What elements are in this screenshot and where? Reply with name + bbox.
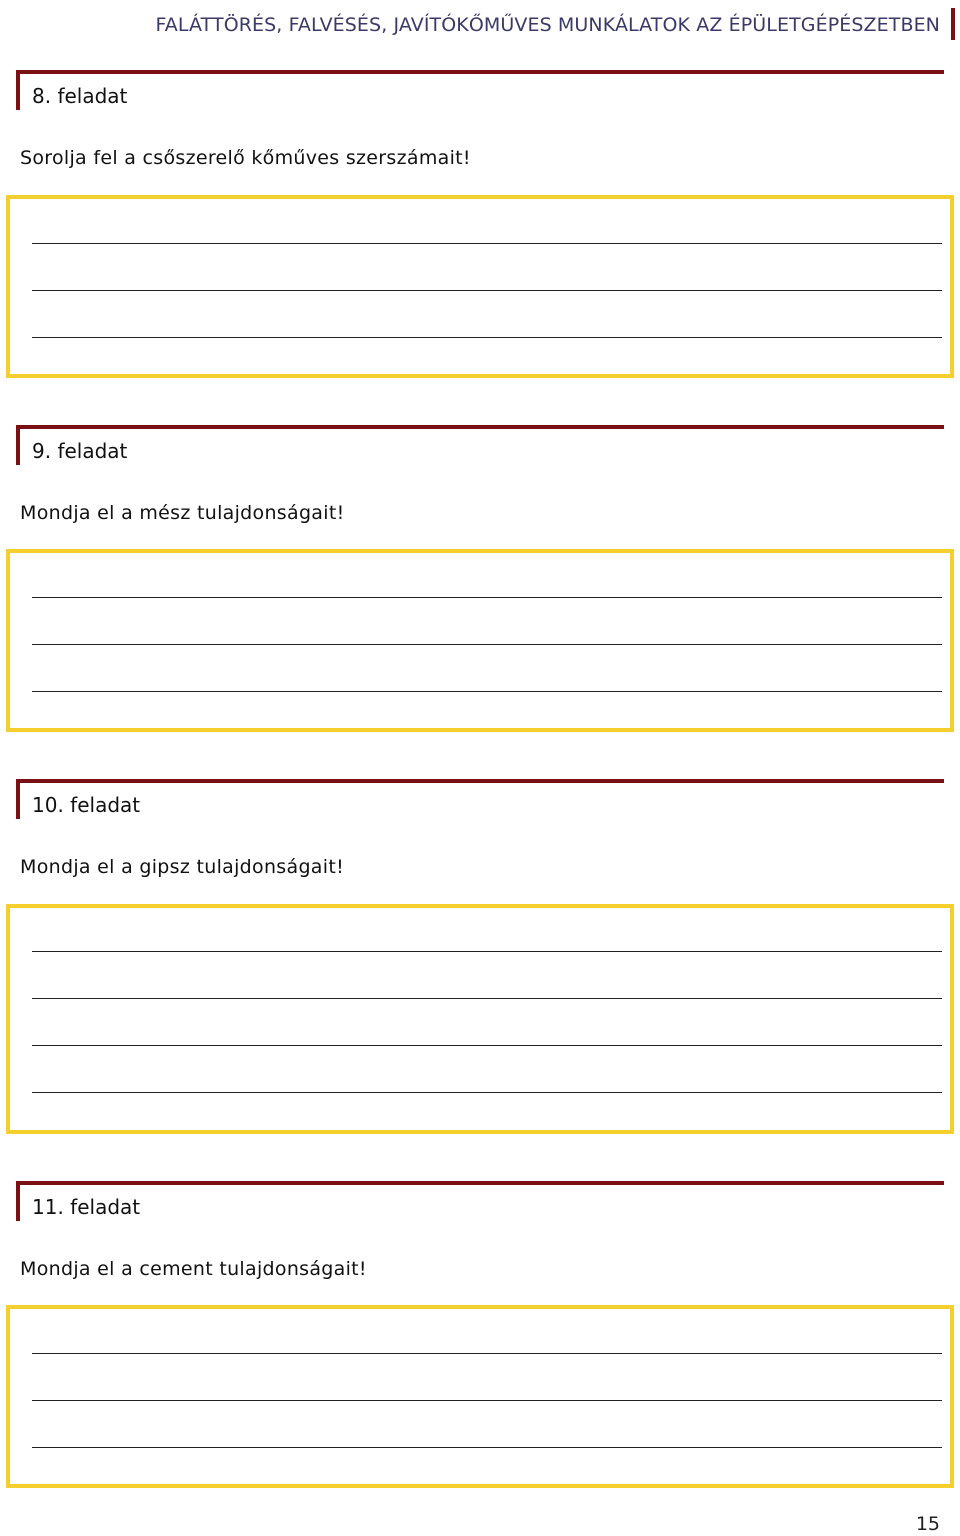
page-header — [0, 0, 960, 42]
answer-line[interactable] — [32, 691, 942, 692]
answer-line[interactable] — [32, 644, 942, 645]
answer-box-11[interactable] — [6, 1305, 954, 1488]
answer-line[interactable] — [32, 337, 942, 338]
answer-box-8[interactable] — [6, 195, 954, 378]
answer-line[interactable] — [32, 998, 942, 999]
task-prompt-9: Mondja el a mész tulajdonságait! — [20, 502, 345, 524]
answer-line[interactable] — [32, 1400, 942, 1401]
answer-line[interactable] — [32, 597, 942, 598]
header-accent-bar — [951, 8, 955, 40]
task-heading-label: 10. feladat — [32, 793, 141, 817]
answer-line[interactable] — [32, 1353, 942, 1354]
page-number: 15 — [915, 1513, 940, 1535]
task-prompt-10: Mondja el a gipsz tulajdonságait! — [20, 856, 344, 878]
task-heading-label: 11. feladat — [32, 1195, 141, 1219]
header-title: FALÁTTÖRÉS, FALVÉSÉS, JAVÍTÓKŐMŰVES MUNKÁLATOK AZ ÉPÜLETGÉPÉSZETBEN — [155, 14, 940, 36]
task-heading-10 — [16, 779, 944, 819]
answer-line[interactable] — [32, 1447, 942, 1448]
task-heading-9 — [16, 425, 944, 465]
answer-line[interactable] — [32, 1092, 942, 1093]
answer-line[interactable] — [32, 243, 942, 244]
task-heading-8 — [16, 70, 944, 110]
answer-line[interactable] — [32, 1045, 942, 1046]
task-heading-label: 9. feladat — [32, 439, 128, 463]
task-heading-11 — [16, 1181, 944, 1221]
task-prompt-8: Sorolja fel a csőszerelő kőműves szerszámait! — [20, 147, 471, 169]
answer-line[interactable] — [32, 951, 942, 952]
answer-line[interactable] — [32, 290, 942, 291]
task-prompt-11: Mondja el a cement tulajdonságait! — [20, 1258, 367, 1280]
answer-box-10[interactable] — [6, 904, 954, 1134]
task-heading-label: 8. feladat — [32, 84, 128, 108]
answer-box-9[interactable] — [6, 549, 954, 732]
